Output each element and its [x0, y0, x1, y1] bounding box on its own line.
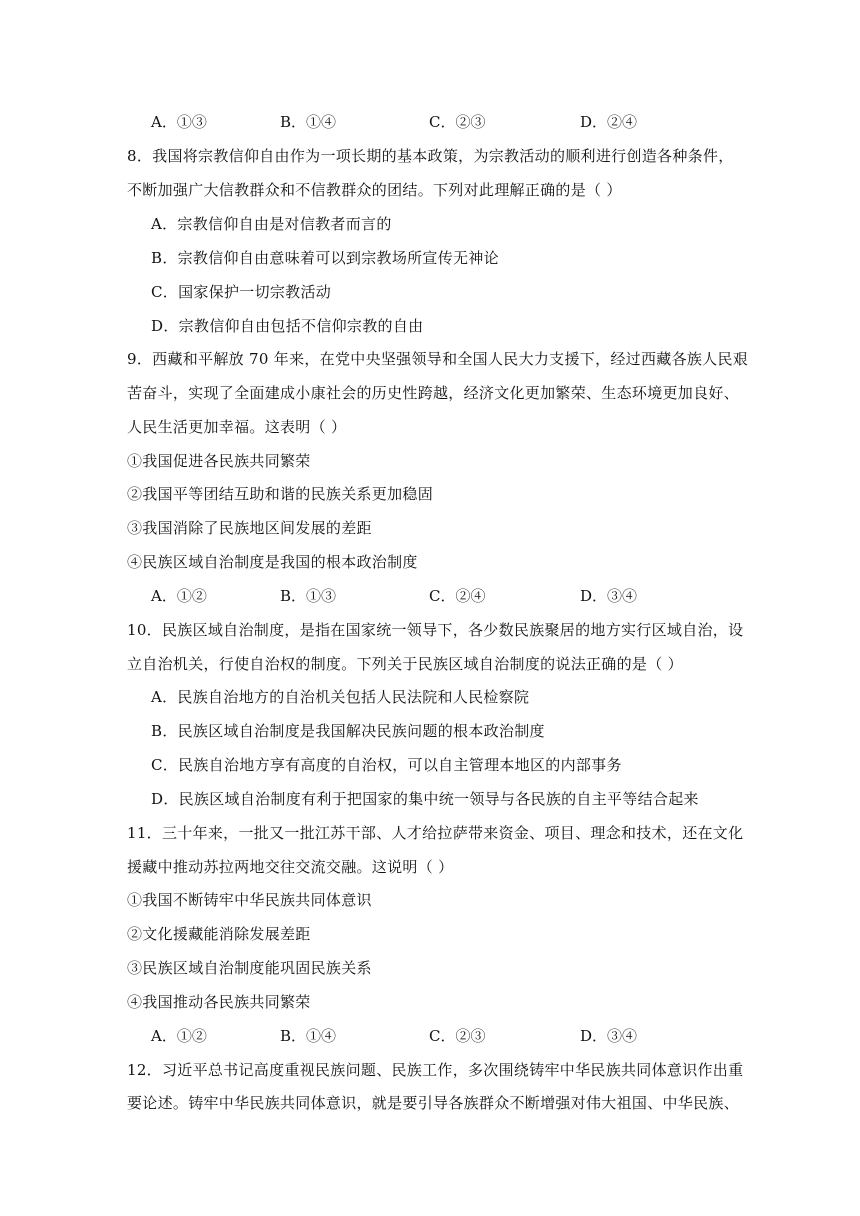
q9-statement-1: ①我国促进各民族共同繁荣 [127, 452, 311, 470]
q7-option-a: A．①③ [151, 113, 207, 131]
q9-option-d: D．③④ [580, 587, 638, 605]
q11-statement-3: ③民族区域自治制度能巩固民族关系 [127, 959, 372, 977]
q9-option-b: B．①③ [280, 587, 337, 605]
q12-stem-line-2: 要论述。铸牢中华民族共同体意识，就是要引导各族群众不断增强对伟大祖国、中华民族、 [127, 1094, 740, 1112]
q11-stem-line-1: 11．三十年来，一批又一批江苏干部、人才给拉萨带来资金、项目、理念和技术，还在文化 [127, 824, 744, 842]
q8-stem-line-1: 8．我国将宗教信仰自由作为一项长期的基本政策，为宗教活动的顺利进行创造各种条件， [127, 147, 734, 165]
q10-option-c: C．民族自治地方享有高度的自治权，可以自主管理本地区的内部事务 [151, 756, 622, 774]
q11-statement-1: ①我国不断铸牢中华民族共同体意识 [127, 891, 372, 909]
q11-statement-4: ④我国推动各民族共同繁荣 [127, 993, 311, 1011]
q10-option-a: A．民族自治地方的自治机关包括人民法院和人民检察院 [151, 688, 530, 706]
q10-stem-line-1: 10．民族区域自治制度，是指在国家统一领导下，各少数民族聚居的地方实行区域自治，设 [127, 621, 744, 639]
q11-option-d: D．③④ [580, 1027, 638, 1045]
q10-option-d: D．民族区域自治制度有利于把国家的集中统一领导与各民族的自主平等结合起来 [151, 790, 699, 808]
q8-stem-line-2: 不断加强广大信教群众和不信教群众的团结。下列对此理解正确的是（ ） [127, 181, 622, 199]
q9-option-a: A．①② [151, 587, 207, 605]
q9-statement-4: ④民族区域自治制度是我国的根本政治制度 [127, 553, 418, 571]
q8-option-c: C．国家保护一切宗教活动 [151, 283, 332, 301]
q11-stem-line-2: 援藏中推动苏拉两地交往交流交融。这说明（ ） [127, 858, 454, 876]
q9-stem-line-3: 人民生活更加幸福。这表明（ ） [127, 418, 347, 436]
q9-option-c: C．②④ [429, 587, 486, 605]
q11-option-a: A．①② [151, 1027, 207, 1045]
q10-option-b: B．民族区域自治制度是我国解决民族问题的根本政治制度 [151, 722, 545, 740]
q11-options [151, 1025, 671, 1047]
q11-option-b: B．①④ [280, 1027, 337, 1045]
q10-stem-line-2: 立自治机关，行使自治权的制度。下列关于民族区域自治制度的说法正确的是（ ） [127, 655, 683, 673]
q9-stem-line-1: 9．西藏和平解放 70 年来，在党中央坚强领导和全国人民大力支援下，经过西藏各族人民艰 [127, 350, 749, 368]
q9-options [151, 585, 671, 607]
q7-option-b: B．①④ [280, 113, 337, 131]
q9-statement-3: ③我国消除了民族地区间发展的差距 [127, 519, 372, 537]
q9-statement-2: ②我国平等团结互助和谐的民族关系更加稳固 [127, 485, 434, 503]
q7-option-d: D．②④ [580, 113, 638, 131]
q11-option-c: C．②③ [429, 1027, 486, 1045]
q8-option-d: D．宗教信仰自由包括不信仰宗教的自由 [151, 317, 424, 335]
q7-options [151, 111, 671, 133]
q11-statement-2: ②文化援藏能消除发展差距 [127, 925, 311, 943]
q9-stem-line-2: 苦奋斗，实现了全面建成小康社会的历史性跨越，经济文化更加繁荣、生态环境更加良好、 [127, 384, 740, 402]
q8-option-a: A．宗教信仰自由是对信教者而言的 [151, 215, 392, 233]
q12-stem-line-1: 12．习近平总书记高度重视民族问题、民族工作，多次围绕铸牢中华民族共同体意识作出重 [127, 1061, 744, 1079]
q8-option-b: B．宗教信仰自由意味着可以到宗教场所宣传无神论 [151, 249, 499, 267]
q7-option-c: C．②③ [429, 113, 486, 131]
